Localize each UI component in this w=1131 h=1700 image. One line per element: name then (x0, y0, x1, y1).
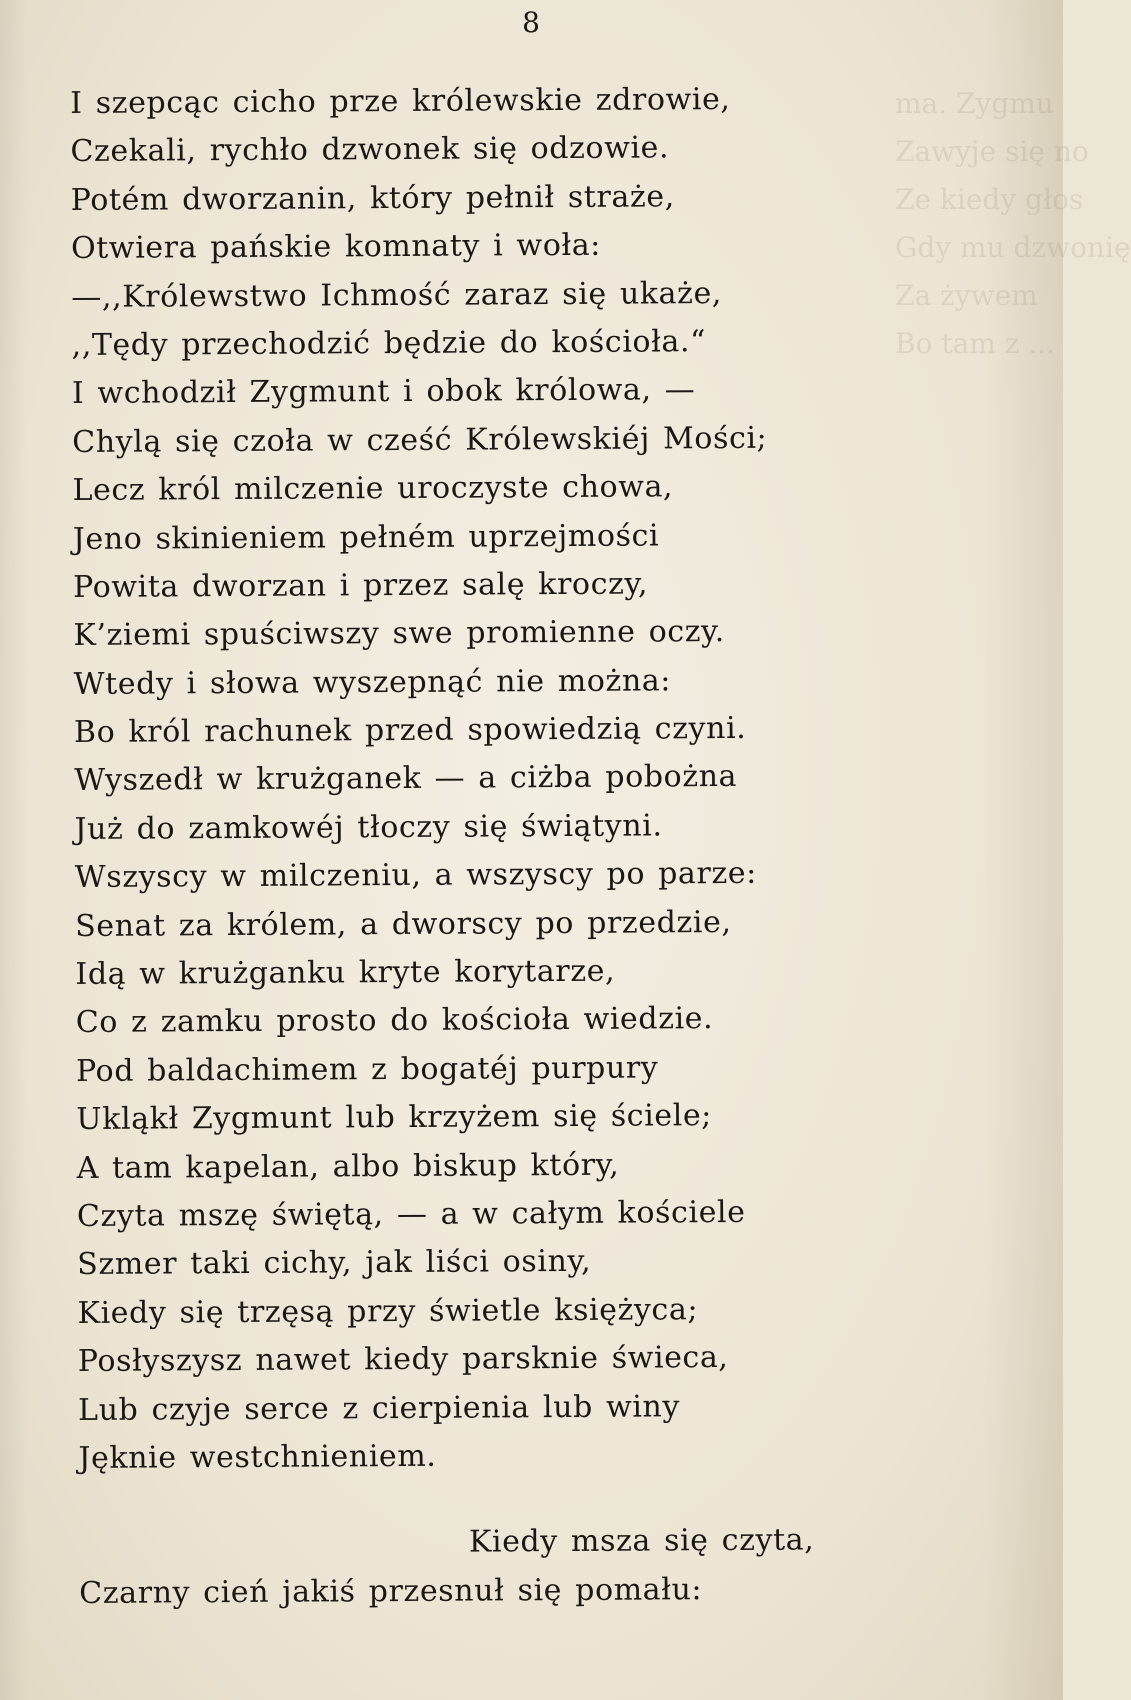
bleed-through-text (895, 80, 1131, 1660)
verse-line: Co z zamku prosto do kościoła wiedzie. (75, 1001, 714, 1041)
bleed-line: Zawyje się no (895, 135, 1089, 168)
verse-line-indented: Kiedy msza się czyta, (468, 1522, 815, 1560)
verse-line: Czyta mszę świętą, — a w całym kościele (76, 1194, 746, 1234)
verse-line: Czekali, rychło dzwonek się odzowie. (70, 130, 670, 170)
verse-line: I wchodził Zygmunt i obok królowa, — (71, 372, 696, 412)
verse-line: Posłyszysz nawet kiedy parsknie świeca, (77, 1340, 729, 1380)
verse-line: Chylą się czoła w cześć Królewskiéj Mości; (72, 420, 768, 460)
verse-line: Potém dworzanin, który pełnił straże, (70, 179, 675, 218)
verse-line: Czarny cień jakiś przesnuł się pomału: (79, 1571, 703, 1611)
verse-line: Otwiera pańskie komnaty i woła: (70, 227, 602, 267)
verse-line: Kiedy się trzęsą przy świetle księżyca; (77, 1291, 699, 1331)
verse-line: Lecz król milczenie uroczyste chowa, (72, 469, 674, 509)
verse-line: Wszyscy w milczeniu, a wszyscy po parze: (74, 856, 757, 896)
bleed-line: ma. Zygmu (895, 87, 1054, 120)
bleed-line: Gdy mu dzwonię (895, 231, 1131, 264)
verse-line: Szmer taki cichy, jak liści osiny, (77, 1244, 592, 1283)
bleed-line: Ze kiedy głos (895, 183, 1084, 216)
poem-text (70, 75, 879, 1618)
verse-line: Lub czyje serce z cierpienia lub winy (78, 1388, 681, 1428)
verse-line: Idą w krużganku kryte korytarze, (75, 953, 616, 993)
verse-line: Wtedy i słowa wyszepnąć nie można: (73, 663, 672, 702)
bleed-line: Za żywem (895, 279, 1038, 312)
bleed-line: Bo tam z ... (895, 327, 1056, 360)
verse-line: Jeno skinieniem pełném uprzejmości (72, 517, 660, 557)
page-number: 8 (522, 6, 541, 39)
verse-line: Jęknie westchnieniem. (78, 1438, 437, 1476)
verse-line: Bo król rachunek przed spowiedzią czyni. (73, 710, 747, 751)
verse-line: I szepcąc cicho prze królewskie zdrowie, (70, 81, 731, 121)
verse-line: Wyszedł w krużganek — a ciżba pobożna (74, 759, 738, 799)
verse-line: Powita dworzan i przez salę kroczy, (72, 566, 649, 605)
verse-line: Pod baldachimem z bogatéj purpury (75, 1050, 659, 1089)
verse-line: Ukląkł Zygmunt lub krzyżem się ściele; (76, 1098, 713, 1138)
stanza-gap (79, 1478, 879, 1521)
verse-line: A tam kapelan, albo biskup który, (76, 1147, 620, 1186)
verse-line: K’ziemi spuściwszy swe promienne oczy. (73, 614, 725, 654)
verse-line: ,,Tędy przechodzić będzie do kościoła.“ (71, 324, 707, 363)
verse-line: —,,Królewstwo Ichmość zaraz się ukaże, (71, 275, 723, 315)
verse-line: Już do zamkowéj tłoczy się świątyni. (74, 808, 663, 847)
verse-line: Senat za królem, a dworscy po przedzie, (75, 904, 732, 944)
